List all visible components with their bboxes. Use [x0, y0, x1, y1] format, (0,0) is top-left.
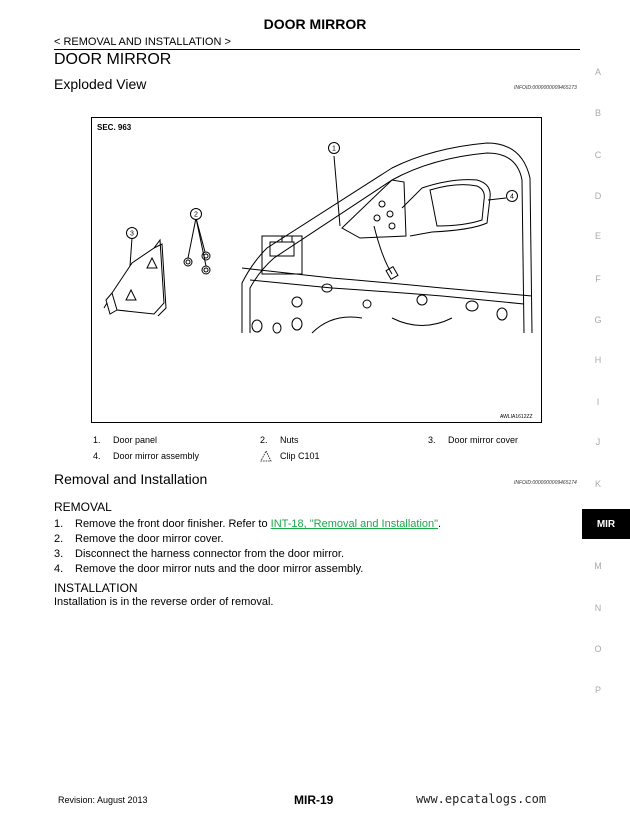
callout-3: 3 [130, 230, 134, 238]
installation-text: Installation is in the reverse order of removal. [54, 596, 274, 608]
side-tab-b[interactable]: B [594, 108, 601, 118]
step-text: Remove the door mirror nuts and the door mirror assembly. [75, 563, 364, 575]
side-tab-o[interactable]: O [594, 644, 602, 654]
diagram-drawing [92, 118, 541, 422]
removal-heading: REMOVAL [54, 500, 112, 514]
installation-heading: INSTALLATION [54, 581, 138, 595]
sec-label: SEC. 963 [97, 123, 132, 132]
legend-text-clip: Clip C101 [280, 451, 320, 461]
side-tab-d[interactable]: D [594, 191, 602, 201]
section-title: DOOR MIRROR [54, 51, 172, 68]
legend-num-2: 2. [260, 435, 268, 445]
step-number: 1. [54, 518, 64, 530]
info-id: INFOID:0000000009465173 [514, 85, 577, 91]
footer-watermark-url: www.epcatalogs.com [416, 792, 547, 806]
side-tab-mir-active[interactable]: MIR [582, 509, 630, 539]
footer-page-number: MIR-19 [294, 793, 334, 807]
image-code: AWLIA1612ZZ [500, 414, 533, 420]
removal-step-1 [54, 518, 441, 530]
side-tab-a[interactable]: A [594, 67, 601, 77]
side-tab-i[interactable]: I [596, 397, 600, 407]
side-tab-h[interactable]: H [594, 355, 602, 365]
step-text: Remove the door mirror cover. [75, 533, 224, 545]
footer-revision: Revision: August 2013 [58, 795, 148, 805]
step-text: Remove the front door finisher. Refer to [75, 518, 271, 530]
side-tab-k[interactable]: K [594, 479, 601, 489]
removal-step-3 [54, 548, 344, 560]
header-rule [54, 49, 580, 50]
side-tab-p[interactable]: P [594, 685, 601, 695]
removal-step-2 [54, 533, 224, 545]
removal-installation-heading: Removal and Installation [54, 471, 208, 487]
step-number: 4. [54, 563, 64, 575]
breadcrumb: < REMOVAL AND INSTALLATION > [54, 36, 231, 48]
callout-1: 1 [332, 145, 336, 153]
callout-2: 2 [194, 211, 198, 219]
side-tab-n[interactable]: N [594, 603, 602, 613]
info-id: INFOID:0000000009465174 [514, 480, 577, 486]
legend-text-2: Nuts [280, 435, 299, 445]
step-number: 2. [54, 533, 64, 545]
legend-num-4: 4. [93, 451, 101, 461]
side-tab-e[interactable]: E [594, 231, 601, 241]
exploded-view-diagram [91, 117, 542, 423]
step-text: Disconnect the harness connector from the door mirror. [75, 548, 345, 560]
side-tab-j[interactable]: J [595, 437, 601, 447]
step-text-end: . [438, 518, 442, 530]
step-number: 3. [54, 548, 64, 560]
callout-4: 4 [510, 193, 514, 201]
legend-num-3: 3. [428, 435, 436, 445]
side-tab-f[interactable]: F [595, 274, 601, 284]
removal-step-4 [54, 563, 363, 575]
side-tab-c[interactable]: C [594, 150, 602, 160]
side-tab-m[interactable]: M [594, 561, 602, 571]
side-tab-g[interactable]: G [594, 315, 602, 325]
legend-text-4: Door mirror assembly [113, 451, 200, 461]
int-18-link[interactable]: INT-18, "Removal and Installation" [270, 518, 439, 530]
legend-text-3: Door mirror cover [448, 435, 519, 445]
page-title: DOOR MIRROR [263, 16, 367, 32]
clip-triangle-icon [260, 450, 272, 462]
exploded-view-heading: Exploded View [54, 76, 147, 92]
legend-text-1: Door panel [113, 435, 158, 445]
legend-num-1: 1. [93, 435, 101, 445]
